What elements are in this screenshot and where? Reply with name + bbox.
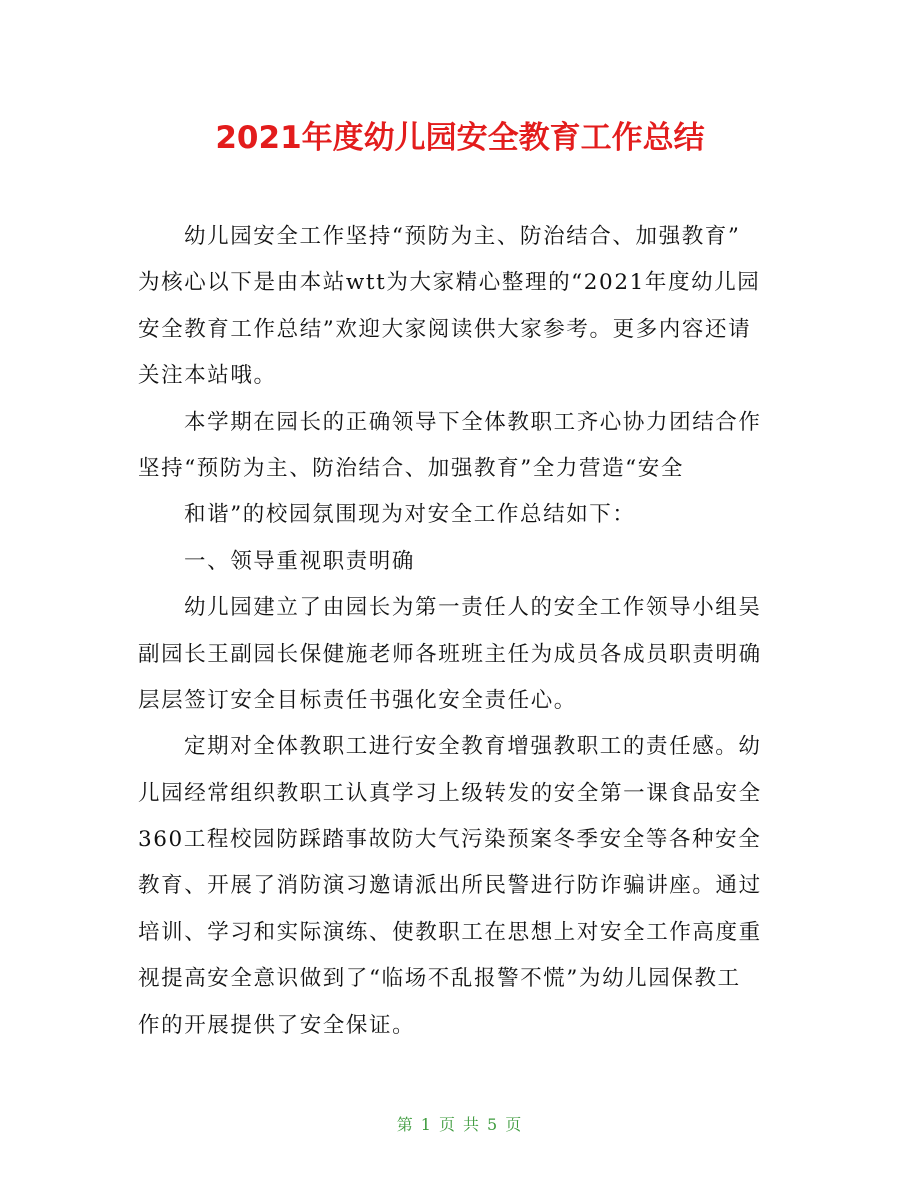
paragraph-line: 作的开展提供了安全保证。 [138, 1012, 416, 1038]
paragraph-line: 幼儿园安全工作坚持“预防为主、防治结合、加强教育” [184, 224, 741, 249]
page-title: 2021年度幼儿园安全教育工作总结 [215, 120, 705, 156]
paragraph-line: 层层签订安全目标责任书强化安全责任心。 [138, 687, 577, 713]
page-label: 第 [396, 1115, 415, 1134]
paragraph-line: 视提高安全意识做到了“临场不乱报警不慌”为幼儿园保教工 [138, 966, 741, 992]
total-pages: 5 [487, 1115, 500, 1134]
total-label: 共 [463, 1115, 482, 1134]
paragraph-line: 儿园经常组织教职工认真学习上级转发的安全第一课食品安全 [138, 780, 762, 806]
paragraph-line: 360工程校园防踩踏事故防大气污染预案冬季安全等各种安全 [138, 827, 762, 853]
paragraph-line: 教育、开展了消防演习邀请派出所民警进行防诈骗讲座。通过 [138, 873, 762, 899]
page-number: 1 [420, 1115, 433, 1134]
paragraph-line: 定期对全体教职工进行安全教育增强教职工的责任感。幼 [184, 734, 762, 760]
page-footer [0, 1114, 920, 1136]
paragraph-line: 关注本站哦。 [138, 363, 277, 389]
paragraph-line: 副园长王副园长保健施老师各班班主任为成员各成员职责明确 [138, 641, 762, 667]
paragraph-line: 培训、学习和实际演练、使教职工在思想上对安全工作高度重 [138, 919, 762, 945]
paragraph-line: 安全教育工作总结”欢迎大家阅读供大家参考。更多内容还请 [138, 316, 752, 342]
section-heading: 一、领导重视职责明确 [184, 548, 416, 574]
paragraph-line: 坚持“预防为主、防治结合、加强教育”全力营造“安全 [138, 455, 684, 481]
paragraph-line: 本学期在园长的正确领导下全体教职工齐心协力团结合作 [184, 409, 762, 435]
paragraph-line: 为核心以下是由本站wtt为大家精心整理的“2021年度幼儿园 [138, 270, 761, 296]
paragraph-line: 幼儿园建立了由园长为第一责任人的安全工作领导小组吴 [184, 595, 762, 621]
paragraph-line: 和谐”的校园氛围现为对安全工作总结如下： [184, 502, 636, 528]
document-body [138, 214, 790, 1049]
total-unit: 页 [505, 1115, 524, 1134]
page-unit: 页 [438, 1115, 457, 1134]
